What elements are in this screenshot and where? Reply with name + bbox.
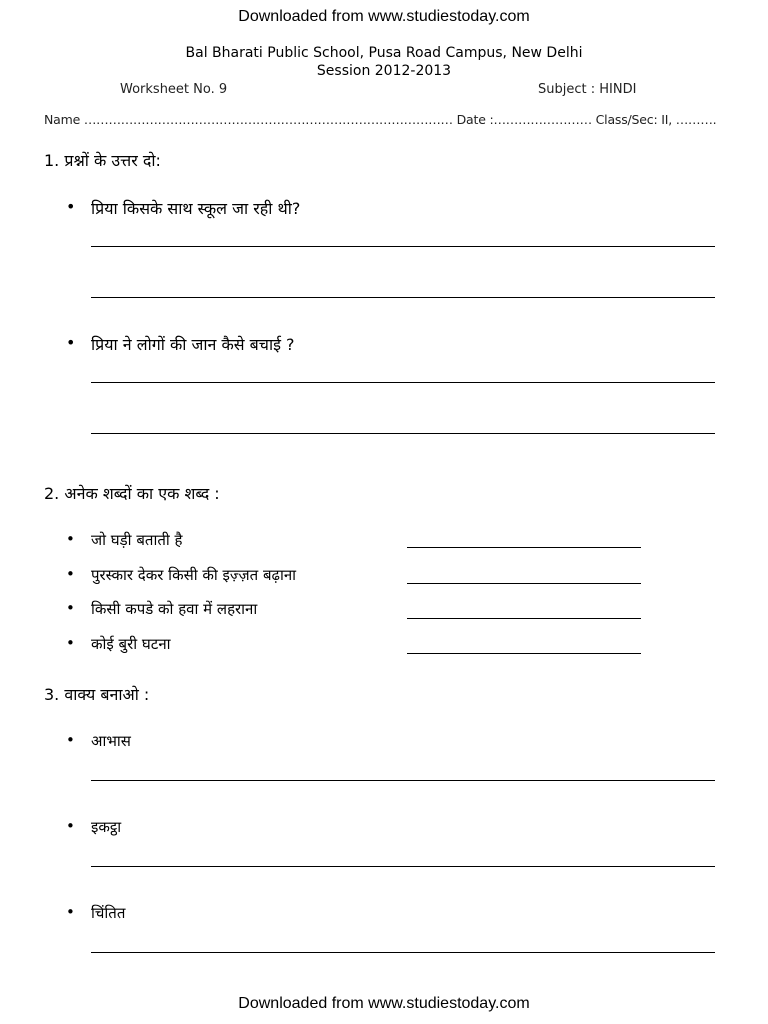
phrase-item: पुरस्कार देकर किसी की इज़्ज़त बढ़ाना — [91, 566, 297, 584]
answer-line[interactable] — [91, 297, 715, 298]
answer-line[interactable] — [407, 653, 641, 654]
sentence-word: आभास — [91, 732, 131, 750]
phrase-item: किसी कपडे को हवा में लहराना — [91, 600, 258, 618]
answer-line[interactable] — [91, 246, 715, 247]
phrase-item: जो घड़ी बताती है — [91, 531, 183, 549]
question-2: प्रिया ने लोगों की जान कैसे बचाई ? — [91, 335, 295, 354]
section1-heading: 1. प्रश्नों के उत्तर दो: — [44, 151, 161, 170]
bullet-icon: • — [66, 530, 75, 548]
answer-line[interactable] — [91, 780, 715, 781]
answer-line[interactable] — [407, 583, 641, 584]
name-date-class-line: Name ……………………………………………………………………………… Date :…………………… Class/Sec: II, ………. — [44, 112, 717, 127]
section3-heading: 3. वाक्य बनाओ : — [44, 685, 150, 704]
bullet-icon: • — [66, 903, 75, 921]
section2-heading: 2. अनेक शब्दों का एक शब्द : — [44, 484, 220, 503]
bullet-icon: • — [66, 731, 75, 749]
bottom-banner: Downloaded from www.studiestoday.com — [238, 995, 530, 1012]
answer-line[interactable] — [407, 618, 641, 619]
subject-label: Subject : HINDI — [538, 82, 637, 97]
phrase-item: कोई बुरी घटना — [91, 635, 171, 653]
answer-line[interactable] — [91, 866, 715, 867]
answer-line[interactable] — [91, 433, 715, 434]
bullet-icon: • — [66, 817, 75, 835]
sentence-word: इकट्ठा — [91, 818, 122, 836]
bullet-icon: • — [66, 599, 75, 617]
question-1: प्रिया किसके साथ स्कूल जा रही थी? — [91, 199, 301, 218]
answer-line[interactable] — [91, 952, 715, 953]
bullet-icon: • — [66, 565, 75, 583]
bullet-icon: • — [66, 197, 76, 216]
answer-line[interactable] — [91, 382, 715, 383]
answer-line[interactable] — [407, 547, 641, 548]
worksheet-number: Worksheet No. 9 — [120, 82, 228, 97]
bullet-icon: • — [66, 333, 76, 352]
bullet-icon: • — [66, 634, 75, 652]
sentence-word: चिंतित — [91, 904, 126, 922]
session-text: Session 2012-2013 — [316, 63, 452, 79]
school-name: Bal Bharati Public School, Pusa Road Campus, New Delhi — [185, 45, 583, 61]
top-banner: Downloaded from www.studiestoday.com — [238, 8, 530, 25]
